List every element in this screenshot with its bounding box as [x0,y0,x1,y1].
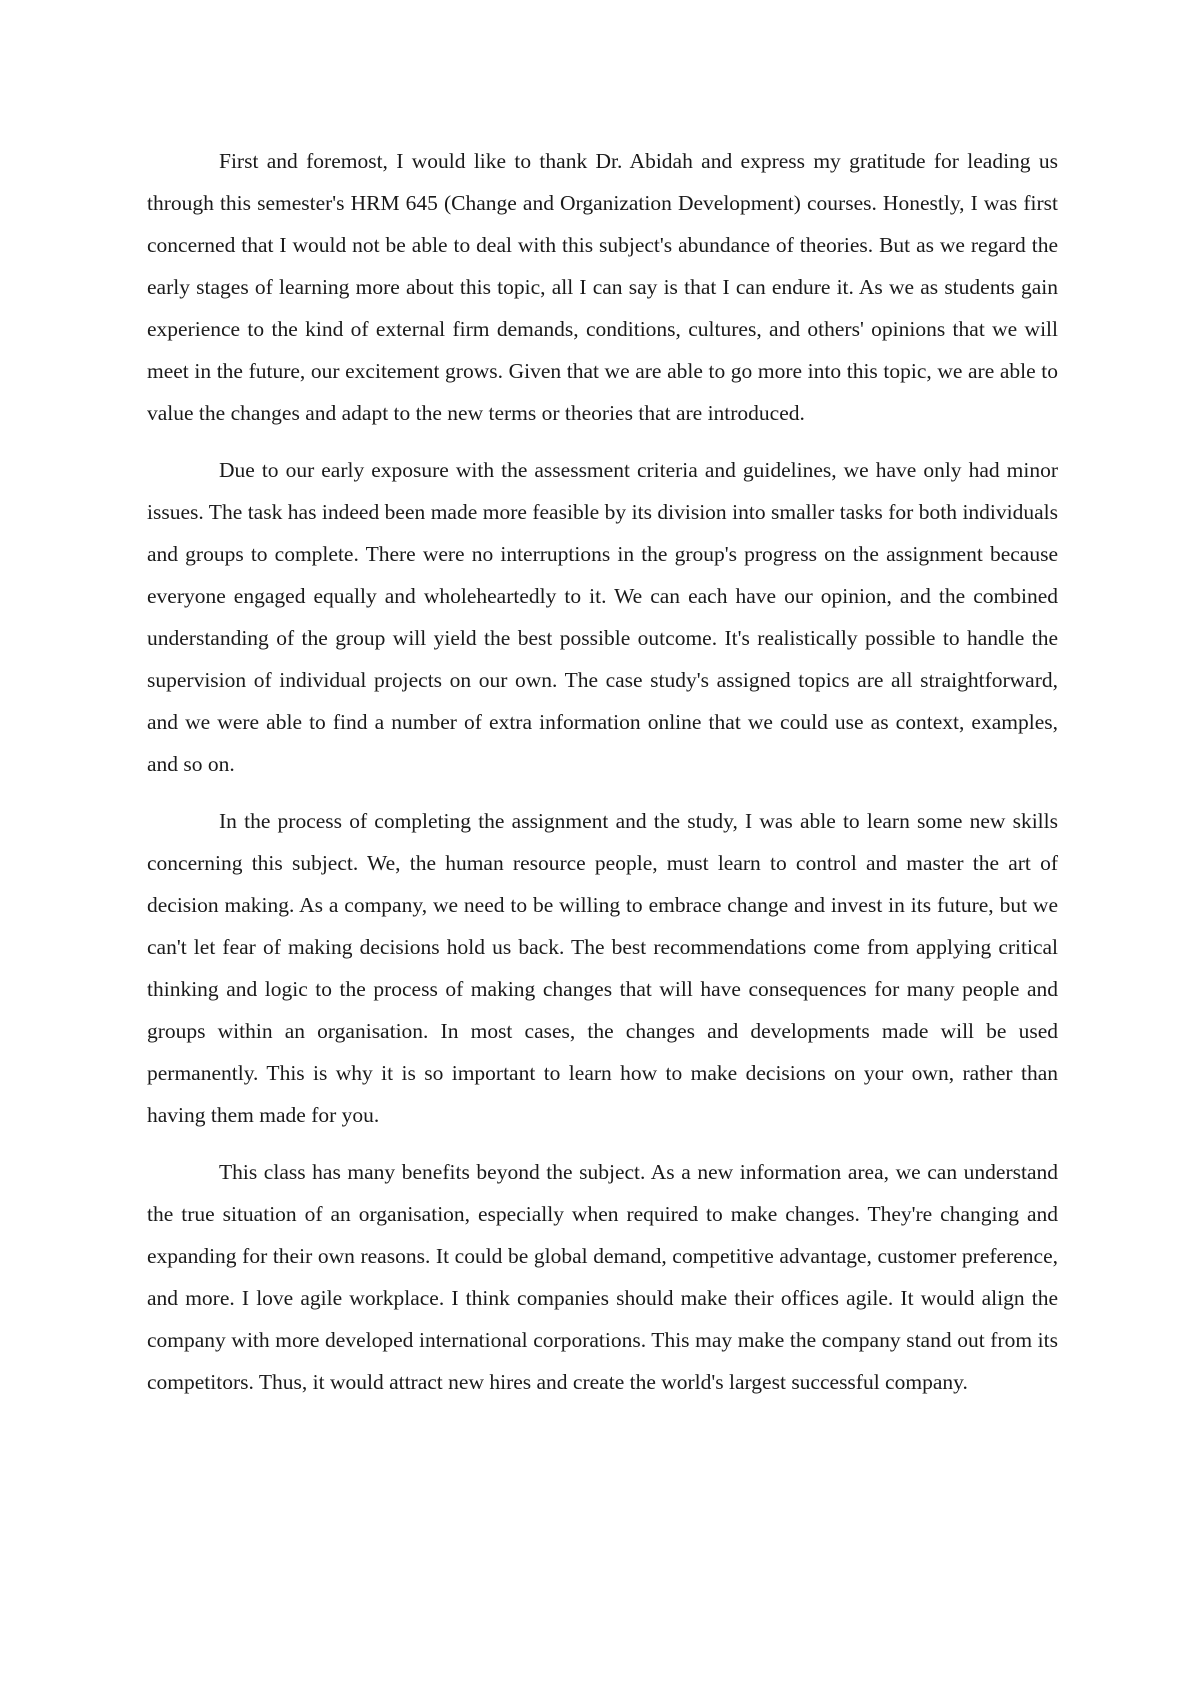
paragraph-1: First and foremost, I would like to thank Dr. Abidah and express my gratitude for leading us through this semester's HRM 645 (Change and Organization Development) courses. Honestly, I was first concerned that I would not be able to deal with this subject's abundance of theories. But as we regard the early stages of learning more about this topic, all I can say is that I can endure it. As we as students gain experience to the kind of external firm demands, conditions, cultures, and others' opinions that we will meet in the future, our excitement grows. Given that we are able to go more into this topic, we are able to value the changes and adapt to the new terms or theories that are introduced. [147,149,1058,425]
paragraph-4: This class has many benefits beyond the subject. As a new information area, we can understand the true situation of an organisation, especially when required to make changes. They're changing and expanding for their own reasons. It could be global demand, competitive advantage, customer preference, and more. I love agile workplace. I think companies should make their offices agile. It would align the company with more developed international corporations. This may make the company stand out from its competitors. Thus, it would attract new hires and create the world's largest successful company. [147,1160,1058,1394]
paragraph-2: Due to our early exposure with the assessment criteria and guidelines, we have only had minor issues. The task has indeed been made more feasible by its division into smaller tasks for both individuals and groups to complete. There were no interruptions in the group's progress on the assignment because everyone engaged equally and wholeheartedly to it. We can each have our opinion, and the combined understanding of the group will yield the best possible outcome. It's realistically possible to handle the supervision of individual projects on our own. The case study's assigned topics are all straightforward, and we were able to find a number of extra information online that we could use as context, examples, and so on. [147,458,1058,776]
document-body [147,140,1058,1418]
paragraph-3: In the process of completing the assignment and the study, I was able to learn some new skills concerning this subject. We, the human resource people, must learn to control and master the art of decision making. As a company, we need to be willing to embrace change and invest in its future, but we can't let fear of making decisions hold us back. The best recommendations come from applying critical thinking and logic to the process of making changes that will have consequences for many people and groups within an organisation. In most cases, the changes and developments made will be used permanently. This is why it is so important to learn how to make decisions on your own, rather than having them made for you. [147,809,1058,1127]
